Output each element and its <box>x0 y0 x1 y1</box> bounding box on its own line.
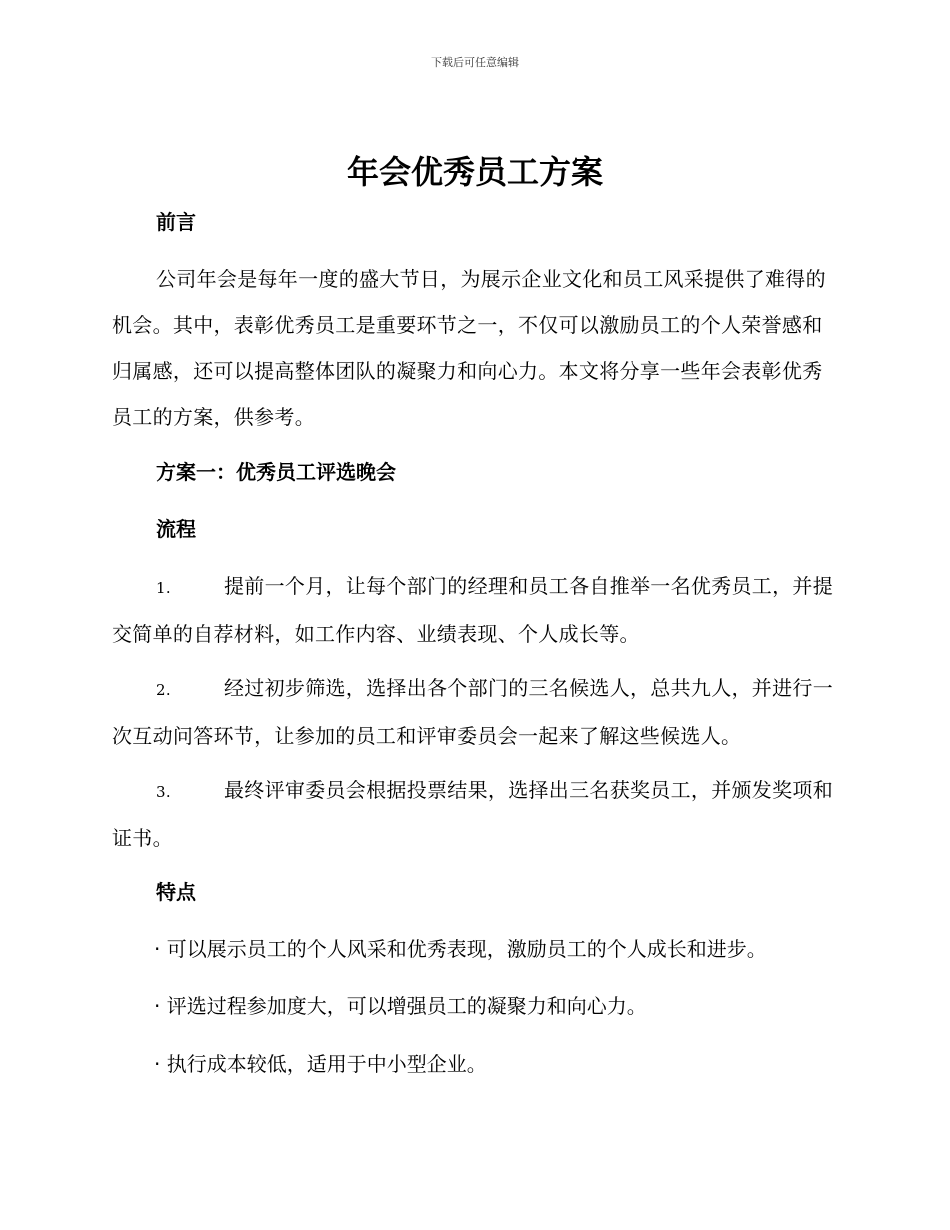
step-text: 经过初步筛选，选择出各个部门的三名候选人，总共九人，并进行一次互动问答环节，让参加的员工和评审委员会一起来了解这些候选人。 <box>112 676 833 748</box>
step-number: 2. <box>156 681 171 699</box>
page-header: 下载后可任意编辑 <box>431 56 519 69</box>
feature-item: · 评选过程参加度大，可以增强员工的凝聚力和向心力。 <box>154 994 647 1018</box>
section-heading-process: 流程 <box>156 517 196 541</box>
section-heading-plan-one: 方案一：优秀员工评选晚会 <box>156 460 396 484</box>
feature-item: · 执行成本较低，适用于中小型企业。 <box>154 1052 487 1076</box>
document-title: 年会优秀员工方案 <box>346 153 603 191</box>
process-step <box>112 767 834 861</box>
process-step <box>112 563 834 657</box>
intro-paragraph: 公司年会是每年一度的盛大节日，为展示企业文化和员工风采提供了难得的机会。其中，表彰优秀员工是重要环节之一，不仅可以激励员工的个人荣誉感和归属感，还可以提高整体团队的凝聚力和向心力。本文将分享一些年会表彰优秀员工的方案，供参考。 <box>112 267 826 429</box>
feature-item: · 可以展示员工的个人风采和优秀表现，激励员工的个人成长和进步。 <box>154 937 767 961</box>
section-heading-preface: 前言 <box>156 210 196 234</box>
section-heading-features: 特点 <box>156 880 196 904</box>
step-number: 3. <box>156 783 171 801</box>
step-text: 最终评审委员会根据投票结果，选择出三名获奖员工，并颁发奖项和证书。 <box>112 778 833 850</box>
step-text: 提前一个月，让每个部门的经理和员工各自推举一名优秀员工，并提交简单的自荐材料，如工作内容、业绩表现、个人成长等。 <box>112 574 833 646</box>
process-step <box>112 665 834 759</box>
step-number: 1. <box>156 579 171 597</box>
